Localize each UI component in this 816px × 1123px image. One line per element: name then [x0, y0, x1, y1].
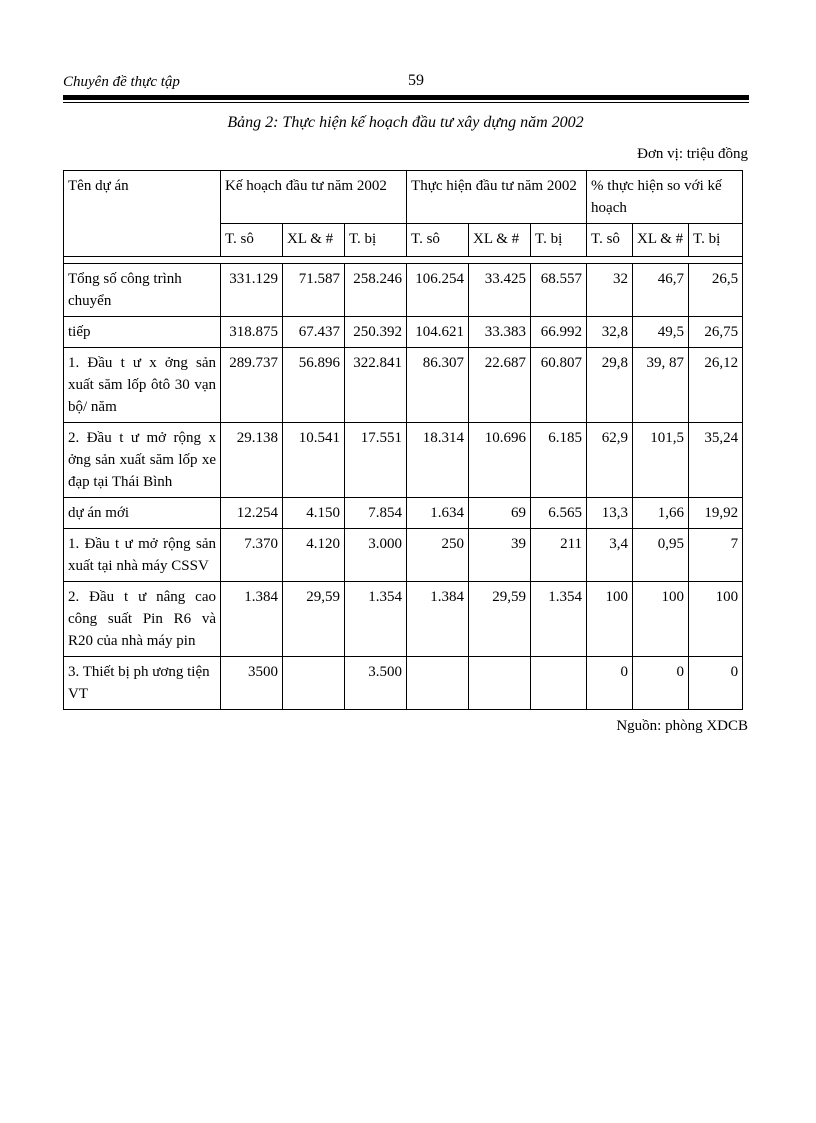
spacer-row	[64, 257, 743, 264]
value-cell: 10.541	[283, 423, 345, 498]
value-cell: 26,5	[689, 264, 743, 317]
value-cell	[407, 657, 469, 710]
subheader-cell: T. sô	[221, 224, 283, 257]
value-cell: 106.254	[407, 264, 469, 317]
value-cell: 32,8	[587, 317, 633, 348]
value-cell: 69	[469, 498, 531, 529]
value-cell: 7.370	[221, 529, 283, 582]
value-cell: 17.551	[345, 423, 407, 498]
project-name-cell: 1. Đầu t ư x ởng sản xuất săm lốp ôtô 30 vạn bộ/ năm	[64, 348, 221, 423]
header-actual: Thực hiện đầu tư năm 2002	[407, 171, 587, 224]
value-cell: 71.587	[283, 264, 345, 317]
value-cell: 18.314	[407, 423, 469, 498]
subheader-cell: XL & #	[469, 224, 531, 257]
project-name-cell: 2. Đầu t ư mở rộng x ởng sản xuất săm lốp xe đạp tại Thái Bình	[64, 423, 221, 498]
project-name-cell: dự án mới	[64, 498, 221, 529]
page-header	[63, 70, 748, 94]
value-cell: 46,7	[633, 264, 689, 317]
subheader-cell: T. sô	[407, 224, 469, 257]
value-cell: 100	[633, 582, 689, 657]
value-cell: 3500	[221, 657, 283, 710]
header-percent: % thực hiện so với kế hoạch	[587, 171, 743, 224]
value-cell: 1.634	[407, 498, 469, 529]
value-cell: 13,3	[587, 498, 633, 529]
table-row	[64, 264, 743, 317]
header-rule-thick	[63, 95, 749, 100]
value-cell: 211	[531, 529, 587, 582]
value-cell: 3.000	[345, 529, 407, 582]
subheader-cell: T. sô	[587, 224, 633, 257]
value-cell: 86.307	[407, 348, 469, 423]
value-cell: 331.129	[221, 264, 283, 317]
value-cell: 62,9	[587, 423, 633, 498]
value-cell: 1.384	[221, 582, 283, 657]
value-cell: 29,8	[587, 348, 633, 423]
value-cell: 39, 87	[633, 348, 689, 423]
value-cell: 0	[689, 657, 743, 710]
header-project: Tên dự án	[64, 171, 221, 257]
project-name-cell: Tổng số công trình chuyển	[64, 264, 221, 317]
value-cell: 101,5	[633, 423, 689, 498]
value-cell: 33.425	[469, 264, 531, 317]
project-name-cell: 1. Đầu t ư mở rộng sản xuất tại nhà máy CSSV	[64, 529, 221, 582]
value-cell: 35,24	[689, 423, 743, 498]
value-cell: 322.841	[345, 348, 407, 423]
value-cell: 100	[587, 582, 633, 657]
subheader-cell: XL & #	[283, 224, 345, 257]
value-cell	[283, 657, 345, 710]
value-cell: 32	[587, 264, 633, 317]
table-row	[64, 582, 743, 657]
value-cell: 258.246	[345, 264, 407, 317]
value-cell: 33.383	[469, 317, 531, 348]
value-cell: 3,4	[587, 529, 633, 582]
project-name-cell: tiếp	[64, 317, 221, 348]
subheader-cell: T. bị	[345, 224, 407, 257]
header-rule-thin	[63, 102, 749, 103]
value-cell: 67.437	[283, 317, 345, 348]
value-cell	[469, 657, 531, 710]
table-row	[64, 529, 743, 582]
source-note: Nguồn: phòng XDCB	[616, 718, 748, 734]
value-cell: 56.896	[283, 348, 345, 423]
value-cell: 29,59	[283, 582, 345, 657]
table-row	[64, 657, 743, 710]
value-cell: 1.384	[407, 582, 469, 657]
value-cell: 3.500	[345, 657, 407, 710]
value-cell: 68.557	[531, 264, 587, 317]
value-cell: 7.854	[345, 498, 407, 529]
value-cell: 100	[689, 582, 743, 657]
value-cell: 26,75	[689, 317, 743, 348]
table-row	[64, 348, 743, 423]
value-cell: 60.807	[531, 348, 587, 423]
value-cell: 289.737	[221, 348, 283, 423]
value-cell: 0	[587, 657, 633, 710]
value-cell: 104.621	[407, 317, 469, 348]
header-plan: Kế hoạch đầu tư năm 2002	[221, 171, 407, 224]
value-cell: 12.254	[221, 498, 283, 529]
value-cell: 7	[689, 529, 743, 582]
value-cell: 49,5	[633, 317, 689, 348]
header-title: Chuyên đề thực tập	[63, 74, 180, 90]
value-cell: 0,95	[633, 529, 689, 582]
project-name-cell: 3. Thiết bị ph ương tiện VT	[64, 657, 221, 710]
page-number: 59	[408, 72, 424, 89]
value-cell	[531, 657, 587, 710]
value-cell: 66.992	[531, 317, 587, 348]
value-cell: 1,66	[633, 498, 689, 529]
value-cell: 0	[633, 657, 689, 710]
investment-table	[63, 170, 743, 710]
value-cell: 1.354	[531, 582, 587, 657]
table-header-row	[64, 171, 743, 224]
table-row	[64, 498, 743, 529]
value-cell: 4.150	[283, 498, 345, 529]
subheader-cell: T. bị	[689, 224, 743, 257]
value-cell: 6.185	[531, 423, 587, 498]
unit-label: Đơn vị: triệu đồng	[637, 146, 748, 162]
value-cell: 22.687	[469, 348, 531, 423]
value-cell: 29,59	[469, 582, 531, 657]
value-cell: 10.696	[469, 423, 531, 498]
subheader-cell: T. bị	[531, 224, 587, 257]
value-cell: 26,12	[689, 348, 743, 423]
value-cell: 1.354	[345, 582, 407, 657]
value-cell: 19,92	[689, 498, 743, 529]
value-cell: 318.875	[221, 317, 283, 348]
table-row	[64, 423, 743, 498]
value-cell: 250	[407, 529, 469, 582]
table-caption: Bảng 2: Thực hiện kế hoạch đầu tư xây dựng năm 2002	[227, 114, 584, 131]
subheader-cell: XL & #	[633, 224, 689, 257]
value-cell: 29.138	[221, 423, 283, 498]
value-cell: 39	[469, 529, 531, 582]
table-row	[64, 317, 743, 348]
value-cell: 4.120	[283, 529, 345, 582]
value-cell: 250.392	[345, 317, 407, 348]
value-cell: 6.565	[531, 498, 587, 529]
project-name-cell: 2. Đầu t ư nâng cao công suất Pin R6 và R20 của nhà máy pin	[64, 582, 221, 657]
